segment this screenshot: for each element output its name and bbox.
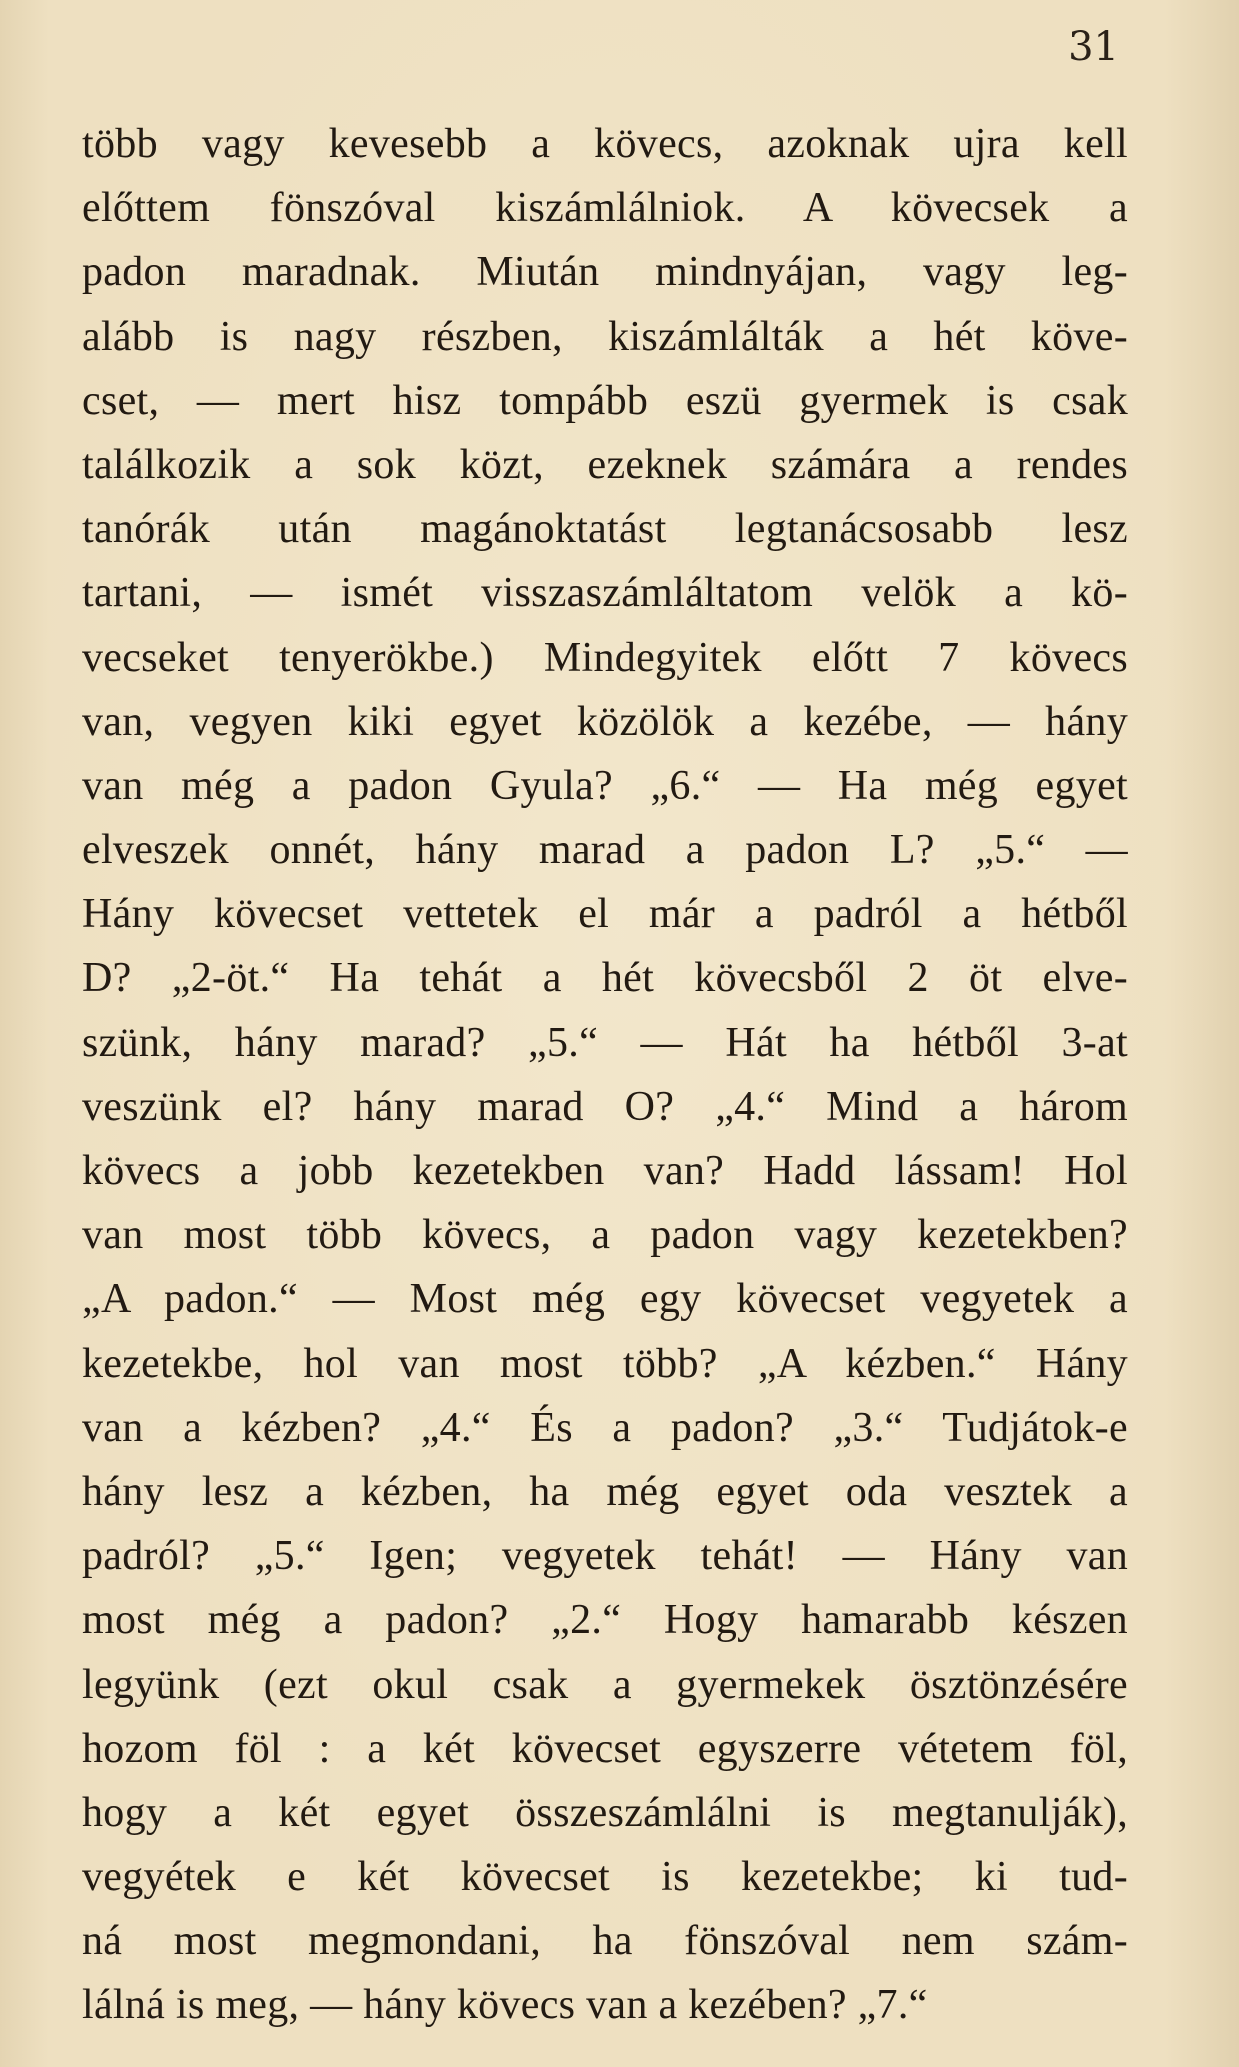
page-number: 31 (1068, 24, 1119, 70)
text-line-14: D? „2-öt.“ Ha tehát a hét kövecsből 2 öt elve- (82, 955, 1128, 1002)
body-text (82, 112, 1128, 2038)
text-line-10: van, vegyen kiki egyet közölök a kezébe, — hány (82, 698, 1128, 745)
text-line-18: van most több kövecs, a padon vagy kezetekben? (82, 1212, 1128, 1259)
text-line-11: van még a padon Gyula? „6.“ — Ha még egyet (82, 762, 1128, 809)
text-line-16: veszünk el? hány marad O? „4.“ Mind a három (82, 1083, 1128, 1130)
text-line-24: most még a padon? „2.“ Hogy hamarabb készen (82, 1597, 1128, 1644)
text-line-12: elveszek onnét, hány marad a padon L? „5.“ — (82, 827, 1128, 874)
text-line-27: hogy a két egyet összeszámlálni is megtanulják), (82, 1789, 1128, 1836)
text-line-25: legyünk (ezt okul csak a gyermekek ösztönzésére (82, 1661, 1128, 1708)
text-line-19: „A padon.“ — Most még egy kövecset vegyetek a (82, 1276, 1128, 1323)
text-line-3: padon maradnak. Miután mindnyájan, vagy leg- (82, 249, 1128, 296)
text-line-1: több vagy kevesebb a kövecs, azoknak ujra kell (82, 121, 1128, 167)
text-line-17: kövecs a jobb kezetekben van? Hadd lássam! Hol (82, 1148, 1128, 1194)
text-line-8: tartani, — ismét visszaszámláltatom velök a kö- (82, 570, 1128, 617)
text-line-4: alább is nagy részben, kiszámlálták a hét köve- (82, 313, 1128, 360)
text-line-15: szünk, hány marad? „5.“ — Hát ha hétből 3-at (82, 1019, 1128, 1066)
text-line-26: hozom föl : a két kövecset egyszerre vétetem föl, (82, 1725, 1128, 1772)
text-line-7: tanórák után magánoktatást legtanácsosabb lesz (82, 506, 1128, 553)
text-line-6: találkozik a sok közt, ezeknek számára a rendes (82, 441, 1128, 488)
text-line-20: kezetekbe, hol van most több? „A kézben.“ Hány (82, 1340, 1128, 1387)
text-line-13: Hány kövecset vettetek el már a padról a hétből (82, 891, 1128, 938)
text-line-30: lálná is meg, — hány kövecs van a kezében? „7.“ (82, 1982, 928, 2029)
text-line-23: padról? „5.“ Igen; vegyetek tehát! — Hány van (82, 1533, 1128, 1580)
text-line-28: vegyétek e két kövecset is kezetekbe; ki tud- (82, 1854, 1128, 1901)
text-line-21: van a kézben? „4.“ És a padon? „3.“ Tudjátok-e (82, 1404, 1128, 1451)
text-line-5: cset, — mert hisz tompább eszü gyermek is csak (82, 377, 1128, 424)
text-line-2: előttem fönszóval kiszámlálniok. A kövecsek a (82, 185, 1128, 232)
text-line-29: ná most megmondani, ha fönszóval nem szám- (82, 1918, 1128, 1965)
text-line-22: hány lesz a kézben, ha még egyet oda vesztek a (82, 1468, 1128, 1515)
text-line-9: vecseket tenyerökbe.) Mindegyitek előtt 7 kövecs (82, 634, 1128, 681)
